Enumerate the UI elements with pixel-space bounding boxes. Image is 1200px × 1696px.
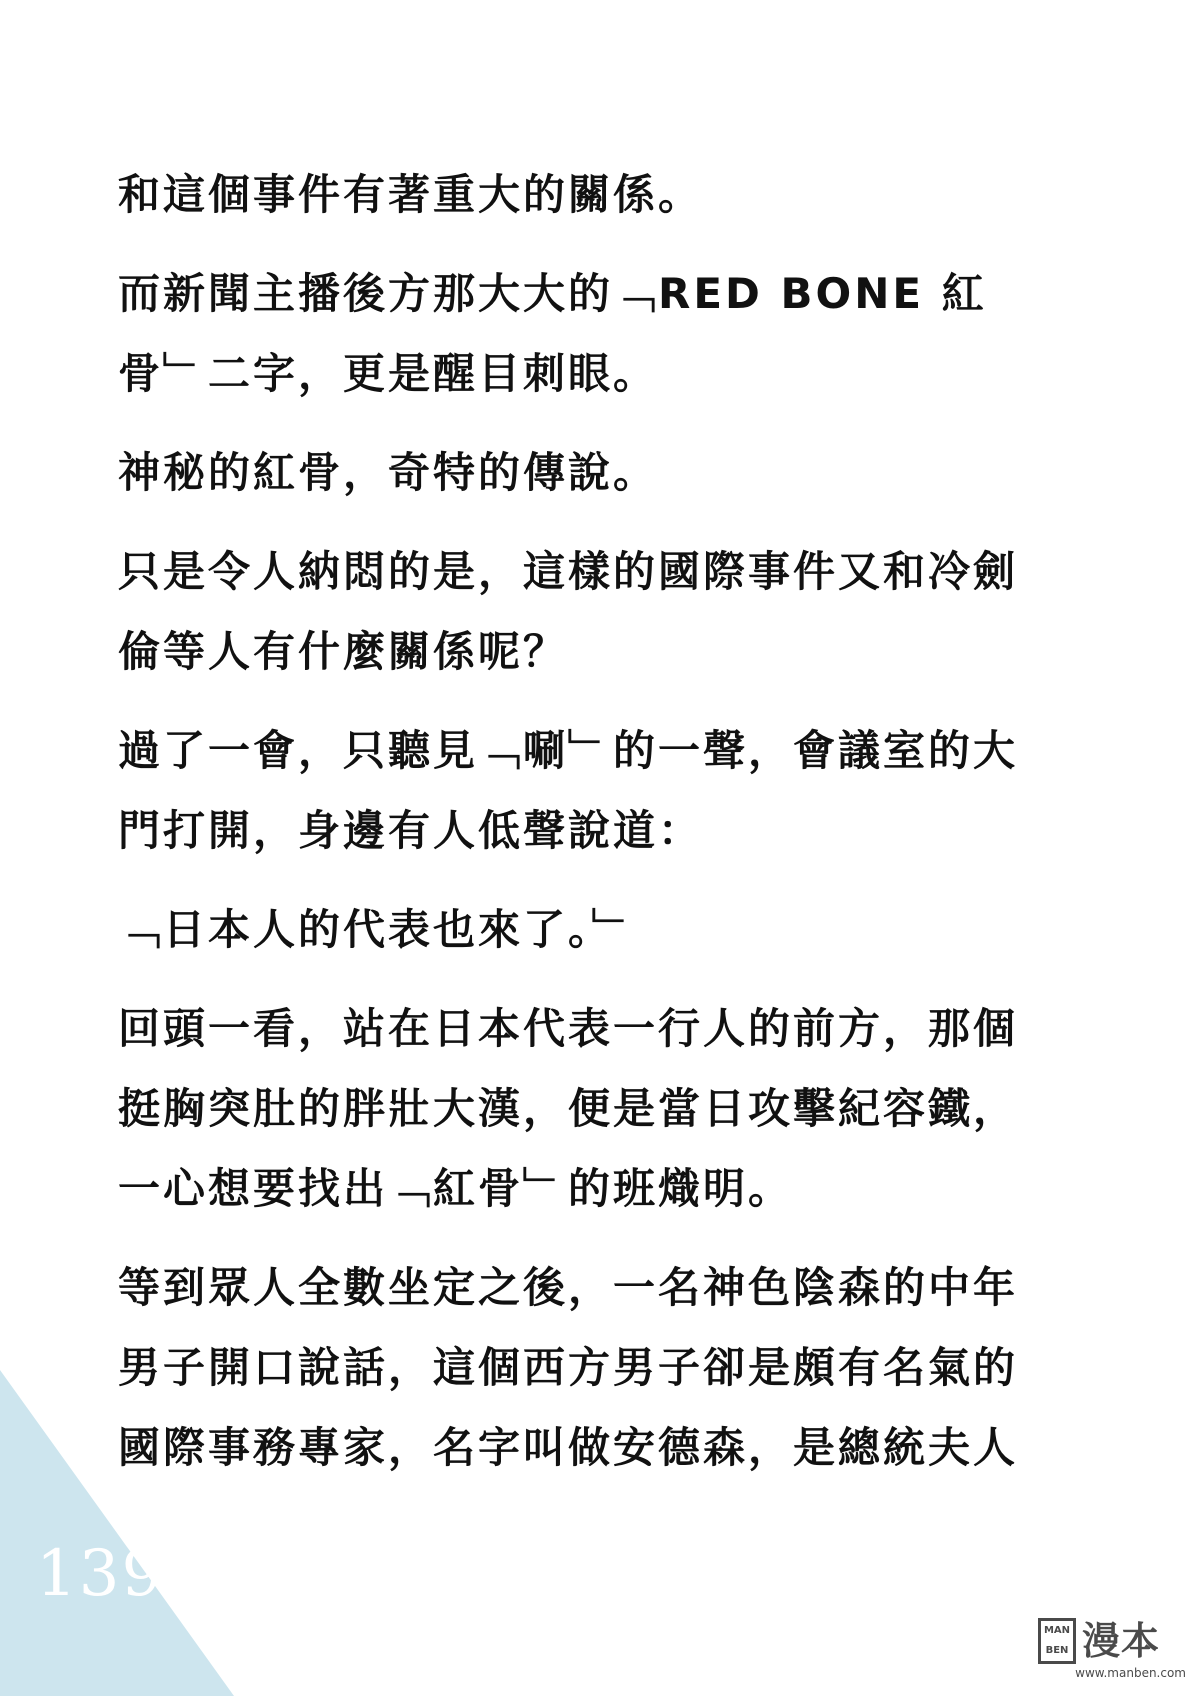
watermark — [1038, 1618, 1186, 1682]
text-line: 等到眾人全數坐定之後，一名神色陰森的中年 — [118, 1263, 1019, 1312]
text-line: 而新聞主播後方那大大的﹁RED BONE 紅 — [118, 269, 987, 318]
paragraph — [118, 155, 1118, 235]
watermark-logo: MAN BEN — [1038, 1618, 1076, 1664]
paragraph — [118, 890, 1118, 970]
text-line: 國際事務專家，名字叫做安德森，是總統夫人 — [118, 1423, 1019, 1472]
text-line: 和這個事件有著重大的關係。 — [118, 170, 704, 219]
text-line: 神秘的紅骨，奇特的傳說。 — [118, 448, 659, 497]
page-number: 139 — [36, 1537, 165, 1611]
paragraph — [118, 1248, 1118, 1488]
text-line: 過了一會，只聽見﹁唰﹂的一聲，會議室的大 — [118, 726, 1019, 775]
paragraph — [118, 532, 1118, 692]
paragraph — [118, 433, 1118, 513]
text-line: 回頭一看，站在日本代表一行人的前方，那個 — [118, 1004, 1019, 1053]
text-line: 挺胸突肚的胖壯大漢，便是當日攻擊紀容鐵， — [118, 1084, 1019, 1133]
text-line: 門打開，身邊有人低聲說道： — [118, 806, 704, 855]
text-line: 倫等人有什麼關係呢？ — [118, 627, 569, 676]
paragraph — [118, 989, 1118, 1229]
paragraph — [118, 711, 1118, 871]
text-line: 一心想要找出﹁紅骨﹂的班熾明。 — [118, 1164, 794, 1213]
watermark-title: 漫本 — [1082, 1619, 1161, 1663]
body-text — [118, 155, 1118, 1507]
text-line: ﹁日本人的代表也來了。﹂ — [118, 905, 638, 954]
paragraph — [118, 254, 1118, 414]
text-line: 只是令人納悶的是，這樣的國際事件又和冷劍 — [118, 547, 1019, 596]
watermark-url: www.manben.com — [1075, 1666, 1186, 1680]
text-line: 男子開口說話，這個西方男子卻是頗有名氣的 — [118, 1343, 1019, 1392]
text-line: 骨﹂二字，更是醒目刺眼。 — [118, 349, 659, 398]
